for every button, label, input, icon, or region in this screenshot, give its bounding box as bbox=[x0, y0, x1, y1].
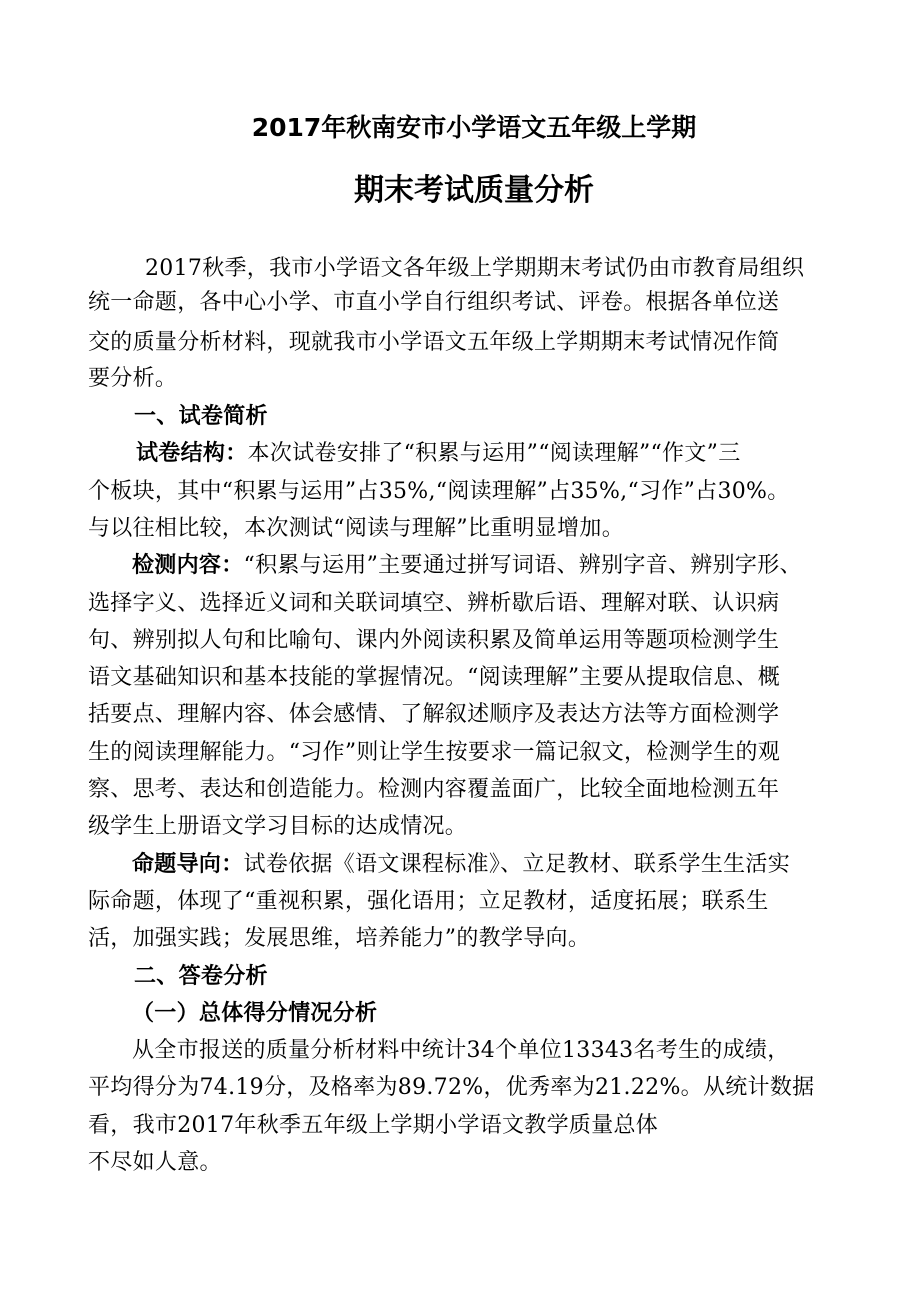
intro-line-1: 2017秋季，我市小学语文各年级上学期期末考试仍由市教育局组织 bbox=[145, 256, 805, 281]
section-1-heading: 一、试卷简析 bbox=[134, 404, 268, 429]
direction-text-1: 试卷依据《语文课程标准》、立足教材、联系学生生活实 bbox=[243, 852, 791, 877]
content-line-4: 语文基础知识和基本技能的掌握情况。“阅读理解”主要从提取信息、概 bbox=[88, 665, 781, 690]
structure-line-2: 个板块，其中“积累与运用”占35%,“阅读理解”占35%,“习作”占30%。 bbox=[88, 479, 790, 504]
intro-line-4: 要分析。 bbox=[88, 366, 178, 391]
score-line-2: 平均得分为74.19分，及格率为89.72%，优秀率为21.22%。从统计数据 bbox=[88, 1075, 815, 1100]
document-title-line-2: 期末考试质量分析 bbox=[354, 173, 594, 208]
content-text-1: “积累与运用”主要通过拼写词语、辨别字音、辨别字形、 bbox=[243, 553, 802, 578]
document-title-line-1: 2017年秋南安市小学语文五年级上学期 bbox=[251, 113, 697, 142]
content-line-3: 句、辨别拟人句和比喻句、课内外阅读积累及简单运用等题项检测学生 bbox=[88, 628, 780, 653]
content-line-2: 选择字义、选择近义词和关联词填空、辨析歇后语、理解对联、认识病 bbox=[88, 591, 780, 616]
intro-line-2: 统一命题，各中心小学、市直小学自行组织考试、评卷。根据各单位送 bbox=[88, 290, 780, 315]
direction-line-1 bbox=[132, 848, 790, 882]
score-line-4: 不尽如人意。 bbox=[88, 1150, 222, 1175]
direction-label: 命题导向： bbox=[132, 852, 244, 877]
content-label: 检测内容： bbox=[132, 553, 244, 578]
subsection-1-heading: （一）总体得分情况分析 bbox=[132, 1001, 378, 1026]
structure-text-1: 本次试卷安排了“积累与运用”“阅读理解”“作文”三 bbox=[247, 441, 741, 466]
content-line-6: 生的阅读理解能力。“习作”则让学生按要求一篇记叙文，检测学生的观 bbox=[88, 740, 781, 765]
direction-line-3: 活，加强实践；发展思维，培养能力”的教学导向。 bbox=[88, 926, 591, 951]
content-line-8: 级学生上册语文学习目标的达成情况。 bbox=[88, 814, 468, 839]
intro-line-3: 交的质量分析材料，现就我市小学语文五年级上学期期末考试情况作简 bbox=[88, 330, 780, 355]
structure-line-1 bbox=[136, 437, 741, 471]
direction-line-2: 际命题，体现了“重视积累，强化语用；立足教材，适度拓展；联系生 bbox=[88, 889, 769, 914]
content-line-5: 括要点、理解内容、体会感情、了解叙述顺序及表达方法等方面检测学 bbox=[88, 702, 780, 727]
score-line-1: 从全市报送的质量分析材料中统计34个单位13343名考生的成绩， bbox=[132, 1038, 790, 1063]
score-line-3: 看，我市2017年秋季五年级上学期小学语文教学质量总体 bbox=[88, 1113, 659, 1138]
structure-line-3: 与以往相比较，本次测试“阅读与理解”比重明显增加。 bbox=[88, 516, 624, 541]
content-line-7: 察、思考、表达和创造能力。检测内容覆盖面广，比较全面地检测五年 bbox=[88, 777, 780, 802]
content-line-1 bbox=[132, 549, 802, 583]
section-2-heading: 二、答卷分析 bbox=[134, 964, 268, 989]
structure-label: 试卷结构： bbox=[136, 441, 248, 466]
